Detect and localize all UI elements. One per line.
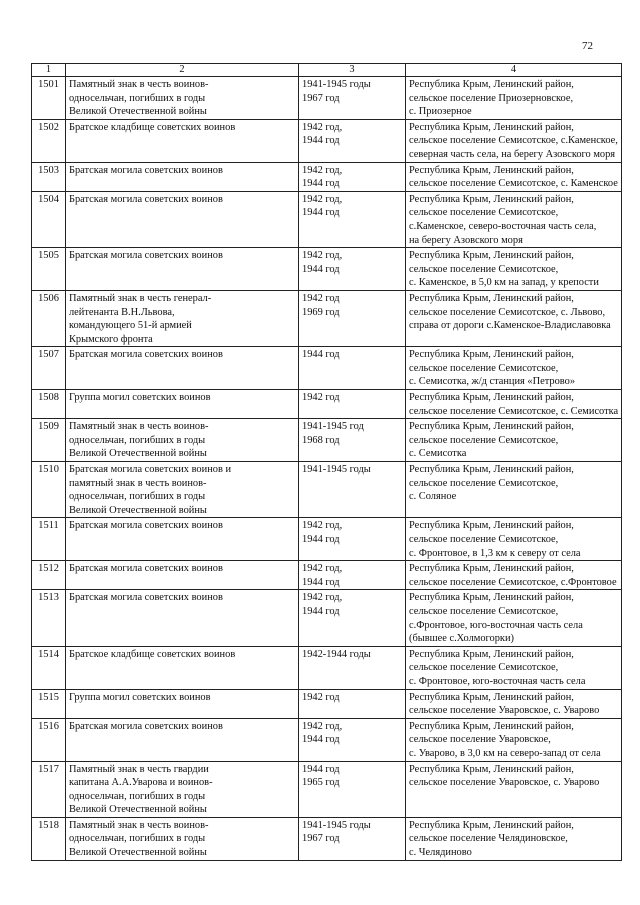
column-header: 4 xyxy=(406,64,622,77)
table-header-row xyxy=(32,64,622,77)
location-line: сельское поселение Семисотское, с. Каменское xyxy=(409,178,618,190)
monument-name-line: Памятный знак в честь воинов- xyxy=(69,819,209,831)
table-row xyxy=(32,419,622,462)
table-row xyxy=(32,590,622,646)
monument-name-cell xyxy=(66,646,299,689)
monument-name-cell xyxy=(66,119,299,162)
table-row xyxy=(32,77,622,120)
page-number: 72 xyxy=(582,40,593,52)
location-line: Республика Крым, Ленинский район, xyxy=(409,392,574,404)
years-line: 1942 год, xyxy=(302,563,343,575)
monument-name-cell xyxy=(66,290,299,346)
table-row xyxy=(32,718,622,761)
table-row xyxy=(32,518,622,561)
monument-name-line: Великой Отечественной войны xyxy=(69,847,207,859)
table-row xyxy=(32,817,622,860)
years-line: 1967 год xyxy=(302,833,340,845)
column-header: 1 xyxy=(32,64,66,77)
location-line: Республика Крым, Ленинский район, xyxy=(409,421,574,433)
monument-name-line: Группа могил советских воинов xyxy=(69,392,211,404)
location-line: Республика Крым, Ленинский район, xyxy=(409,691,574,703)
location-line: Республика Крым, Ленинский район, xyxy=(409,164,574,176)
table-row xyxy=(32,248,622,291)
location-cell xyxy=(406,390,622,419)
location-line: Республика Крым, Ленинский район, xyxy=(409,193,574,205)
monument-name-line: Братская могила советских воинов xyxy=(69,563,223,575)
location-line: с. Приозерное xyxy=(409,106,472,118)
row-number: 1503 xyxy=(32,162,66,191)
location-line: сельское поселение Семисотское, xyxy=(409,362,559,374)
location-line: сельское поселение Приозерновское, xyxy=(409,92,574,104)
location-line: с.Каменское, северо-восточная часть села, xyxy=(409,220,597,232)
location-line: Республика Крым, Ленинский район, xyxy=(409,819,574,831)
years-cell xyxy=(299,347,406,390)
monument-name-line: односельчан, погибших в годы xyxy=(69,92,206,104)
monument-name-cell xyxy=(66,77,299,120)
monument-name-line: односельчан, погибших в годы xyxy=(69,790,206,802)
monument-name-line: Братская могила советских воинов и xyxy=(69,464,232,476)
location-line: сельское поселение Семисотское, xyxy=(409,534,559,545)
years-line: 1944 год xyxy=(302,263,340,275)
years-line: 1944 год xyxy=(302,734,340,746)
years-cell xyxy=(299,718,406,761)
location-line: сельское поселение Семисотское, xyxy=(409,477,559,489)
row-number: 1514 xyxy=(32,646,66,689)
location-line: сельское поселение Семисотское, с. Семисотка xyxy=(409,405,619,417)
years-line: 1942 год xyxy=(302,392,340,404)
years-cell xyxy=(299,162,406,191)
years-cell xyxy=(299,462,406,518)
location-line: Республика Крым, Ленинский район, xyxy=(409,592,574,604)
location-line: сельское поселение Семисотское, с. Львово, xyxy=(409,306,606,318)
location-cell xyxy=(406,761,622,817)
location-cell xyxy=(406,162,622,191)
years-line: 1944 год xyxy=(302,207,340,219)
years-line: 1942 год, xyxy=(302,121,343,133)
table-row xyxy=(32,162,622,191)
years-line: 1944 год xyxy=(302,135,340,147)
years-cell xyxy=(299,77,406,120)
location-line: с.Фронтовое, юго-восточная часть села xyxy=(409,619,583,631)
row-number: 1501 xyxy=(32,77,66,120)
years-line: 1942 год, xyxy=(302,592,343,604)
location-cell xyxy=(406,689,622,718)
location-cell xyxy=(406,347,622,390)
monument-name-line: односельчан, погибших в годы xyxy=(69,434,206,446)
location-cell xyxy=(406,77,622,120)
location-line: сельское поселение Семисотское, xyxy=(409,263,559,275)
years-cell xyxy=(299,248,406,291)
location-line: Республика Крым, Ленинский район, xyxy=(409,349,574,361)
location-line: Республика Крым, Ленинский район, xyxy=(409,648,574,660)
location-line: Республика Крым, Ленинский район, xyxy=(409,563,574,575)
years-line: 1942-1944 годы xyxy=(302,648,371,660)
row-number: 1502 xyxy=(32,119,66,162)
years-line: 1944 год xyxy=(302,763,340,775)
monument-name-cell xyxy=(66,419,299,462)
years-cell xyxy=(299,290,406,346)
location-cell xyxy=(406,646,622,689)
years-cell xyxy=(299,561,406,590)
years-cell xyxy=(299,817,406,860)
monument-name-line: лейтенанта В.Н.Львова, xyxy=(69,306,175,318)
monument-name-line: Памятный знак в честь воинов- xyxy=(69,79,209,90)
monument-name-cell xyxy=(66,462,299,518)
years-line: 1942 год, xyxy=(302,520,343,532)
monument-name-line: Братское кладбище советских воинов xyxy=(69,648,236,660)
location-cell xyxy=(406,290,622,346)
years-line: 1941-1945 годы xyxy=(302,819,371,831)
years-line: 1968 год xyxy=(302,434,340,446)
years-cell xyxy=(299,518,406,561)
location-line: сельское поселение Семисотское, с.Фронтовое xyxy=(409,576,617,588)
location-line: сельское поселение Семисотское, с.Каменское, xyxy=(409,135,618,147)
location-line: с. Уварово, в 3,0 км на северо-запад от села xyxy=(409,747,601,759)
location-line: с. Семисотка xyxy=(409,448,467,460)
table-row xyxy=(32,191,622,247)
location-line: Республика Крым, Ленинский район, xyxy=(409,250,574,262)
monument-name-line: Великой Отечественной войны xyxy=(69,448,207,460)
table-row xyxy=(32,689,622,718)
row-number: 1505 xyxy=(32,248,66,291)
years-line: 1965 год xyxy=(302,777,340,789)
location-line: Республика Крым, Ленинский район, xyxy=(409,763,574,775)
years-line: 1941-1945 годы xyxy=(302,464,371,476)
location-line: сельское поселение Уваровское, с. Уварово xyxy=(409,777,600,789)
location-line: сельское поселение Семисотское, xyxy=(409,434,559,446)
location-cell xyxy=(406,590,622,646)
years-line: 1942 год, xyxy=(302,720,343,732)
monument-name-line: Памятный знак в честь генерал- xyxy=(69,292,212,304)
column-header: 3 xyxy=(299,64,406,77)
monuments-table xyxy=(31,63,622,861)
location-line: Республика Крым, Ленинский район, xyxy=(409,79,574,90)
table-row xyxy=(32,462,622,518)
monument-name-line: Памятный знак в честь гвардии xyxy=(69,763,209,775)
monument-name-line: Группа могил советских воинов xyxy=(69,691,211,703)
years-line: 1942 год xyxy=(302,691,340,703)
location-cell xyxy=(406,718,622,761)
table-row xyxy=(32,646,622,689)
location-cell xyxy=(406,462,622,518)
location-line: с. Челядиново xyxy=(409,847,472,859)
monument-name-line: памятный знак в честь воинов- xyxy=(69,477,207,489)
location-line: с. Фронтовое, юго-восточная часть села xyxy=(409,675,586,687)
row-number: 1516 xyxy=(32,718,66,761)
years-cell xyxy=(299,761,406,817)
monument-name-cell xyxy=(66,590,299,646)
monument-name-cell xyxy=(66,191,299,247)
monument-name-cell xyxy=(66,561,299,590)
years-line: 1942 год, xyxy=(302,164,343,176)
location-cell xyxy=(406,248,622,291)
years-line: 1967 год xyxy=(302,92,340,104)
location-cell xyxy=(406,817,622,860)
row-number: 1518 xyxy=(32,817,66,860)
monument-name-line: командующего 51-й армией xyxy=(69,320,192,332)
table-row xyxy=(32,290,622,346)
monument-name-line: Братская могила советских воинов xyxy=(69,520,223,532)
years-line: 1942 год xyxy=(302,292,340,304)
years-line: 1944 год xyxy=(302,576,340,588)
location-line: Республика Крым, Ленинский район, xyxy=(409,292,574,304)
location-line: сельское поселение Челядиновское, xyxy=(409,833,568,845)
years-cell xyxy=(299,590,406,646)
location-line: на берегу Азовского моря xyxy=(409,234,523,246)
monument-name-line: Великой Отечественной войны xyxy=(69,804,207,816)
years-cell xyxy=(299,119,406,162)
table-row xyxy=(32,390,622,419)
location-line: с. Семисотка, ж/д станция «Петрово» xyxy=(409,376,576,388)
location-line: с. Каменское, в 5,0 км на запад, у крепости xyxy=(409,277,599,289)
years-line: 1944 год xyxy=(302,605,340,617)
years-line: 1944 год xyxy=(302,534,340,545)
row-number: 1508 xyxy=(32,390,66,419)
monument-name-line: Братская могила советских воинов xyxy=(69,349,223,361)
row-number: 1506 xyxy=(32,290,66,346)
monument-name-cell xyxy=(66,518,299,561)
monument-name-line: Памятный знак в честь воинов- xyxy=(69,421,209,433)
monument-name-cell xyxy=(66,817,299,860)
location-line: с. Фронтовое, в 1,3 км к северу от села xyxy=(409,547,581,559)
years-cell xyxy=(299,191,406,247)
years-line: 1941-1945 год xyxy=(302,421,364,433)
table-row xyxy=(32,561,622,590)
monument-name-line: односельчан, погибших в годы xyxy=(69,491,206,503)
location-line: сельское поселение Семисотское, xyxy=(409,207,559,219)
monument-name-line: капитана А.А.Уварова и воинов- xyxy=(69,777,213,789)
years-line: 1944 год xyxy=(302,178,340,190)
years-line: 1942 год, xyxy=(302,193,343,205)
row-number: 1513 xyxy=(32,590,66,646)
row-number: 1510 xyxy=(32,462,66,518)
location-line: с. Соляное xyxy=(409,491,457,503)
table-row xyxy=(32,119,622,162)
location-line: северная часть села, на берегу Азовского моря xyxy=(409,148,616,160)
location-cell xyxy=(406,419,622,462)
table-body xyxy=(32,64,622,861)
table-row xyxy=(32,761,622,817)
location-line: Республика Крым, Ленинский район, xyxy=(409,121,574,133)
location-cell xyxy=(406,561,622,590)
years-cell xyxy=(299,390,406,419)
row-number: 1511 xyxy=(32,518,66,561)
location-line: сельское поселение Уваровское, с. Уварово xyxy=(409,705,600,717)
location-line: (бывшее с.Холмогорки) xyxy=(409,633,514,645)
location-line: сельское поселение Семисотское, xyxy=(409,605,559,617)
row-number: 1515 xyxy=(32,689,66,718)
monument-name-line: Братская могила советских воинов xyxy=(69,592,223,604)
location-line: сельское поселение Уваровское, xyxy=(409,734,551,746)
monument-name-cell xyxy=(66,390,299,419)
monument-name-line: Братская могила советских воинов xyxy=(69,250,223,262)
location-cell xyxy=(406,518,622,561)
years-cell xyxy=(299,689,406,718)
monument-name-cell xyxy=(66,248,299,291)
location-line: Республика Крым, Ленинский район, xyxy=(409,464,574,476)
years-line: 1941-1945 годы xyxy=(302,79,371,90)
row-number: 1504 xyxy=(32,191,66,247)
location-line: Республика Крым, Ленинский район, xyxy=(409,720,574,732)
row-number: 1517 xyxy=(32,761,66,817)
row-number: 1509 xyxy=(32,419,66,462)
years-line: 1944 год xyxy=(302,349,340,361)
monument-name-cell xyxy=(66,718,299,761)
location-cell xyxy=(406,191,622,247)
location-line: сельское поселение Семисотское, xyxy=(409,662,559,674)
monument-name-line: Братская могила советских воинов xyxy=(69,193,223,205)
years-cell xyxy=(299,419,406,462)
location-cell xyxy=(406,119,622,162)
monument-name-line: Братская могила советских воинов xyxy=(69,720,223,732)
monument-name-cell xyxy=(66,689,299,718)
row-number: 1507 xyxy=(32,347,66,390)
table-row xyxy=(32,347,622,390)
years-line: 1969 год xyxy=(302,306,340,318)
column-header: 2 xyxy=(66,64,299,77)
monument-name-cell xyxy=(66,162,299,191)
monument-name-line: Братское кладбище советских воинов xyxy=(69,121,236,133)
years-cell xyxy=(299,646,406,689)
monument-name-line: Великой Отечественной войны xyxy=(69,106,207,118)
monument-name-line: Крымского фронта xyxy=(69,333,153,345)
row-number: 1512 xyxy=(32,561,66,590)
location-line: справа от дороги с.Каменское-Владиславовка xyxy=(409,320,611,332)
monument-name-cell xyxy=(66,761,299,817)
location-line: Республика Крым, Ленинский район, xyxy=(409,520,574,532)
years-line: 1942 год, xyxy=(302,250,343,262)
monument-name-line: Братская могила советских воинов xyxy=(69,164,223,176)
monument-name-cell xyxy=(66,347,299,390)
monument-name-line: Великой Отечественной войны xyxy=(69,504,207,516)
monument-name-line: односельчан, погибших в годы xyxy=(69,833,206,845)
